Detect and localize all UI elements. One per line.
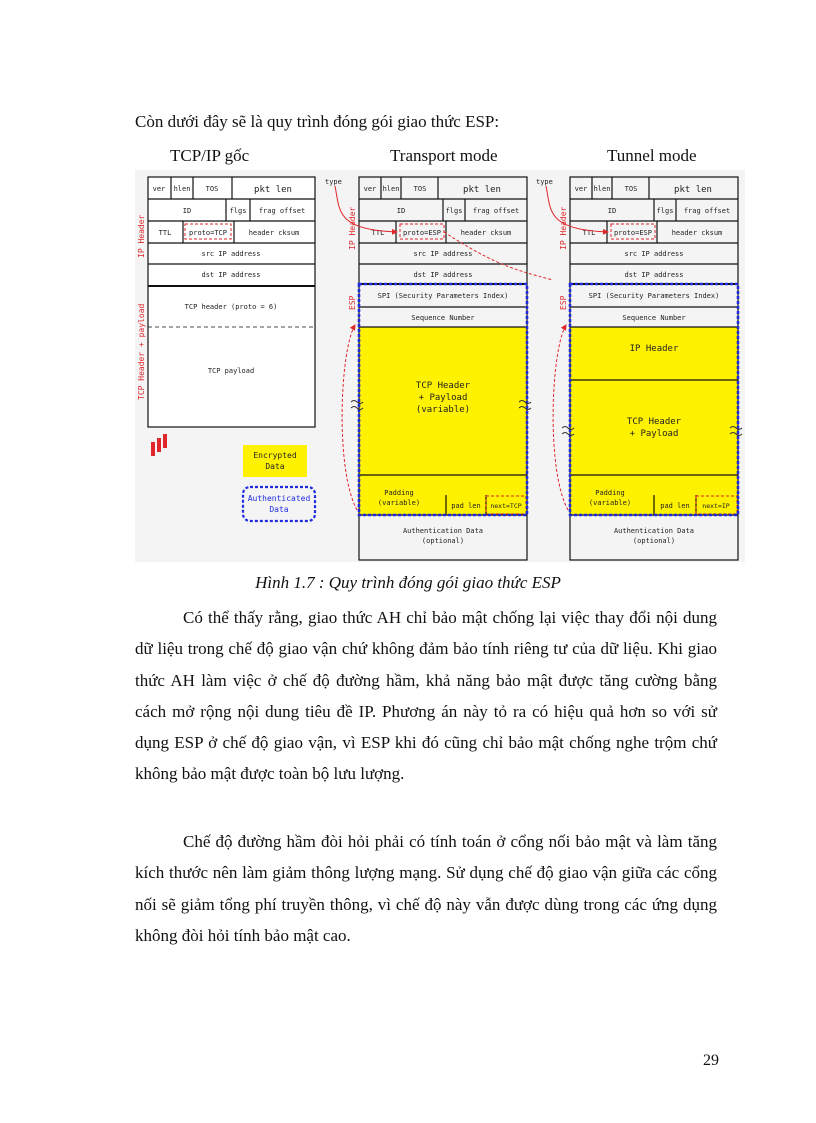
field-dst-ip: dst IP address (201, 271, 261, 279)
side-label-type: type (325, 178, 342, 186)
field-frag-offset: frag offset (258, 207, 306, 215)
field-hlen: hlen (173, 185, 191, 193)
field-next: next=IP (702, 502, 730, 510)
field-hlen: hlen (593, 185, 611, 193)
field-tcp-header: TCP header (proto = 6) (184, 303, 278, 311)
field-id: ID (396, 207, 406, 215)
field-tcp-header-2: + Payload (418, 393, 468, 403)
esp-encapsulation-diagram (135, 170, 745, 562)
field-src-ip: src IP address (413, 250, 473, 258)
paragraph-2: Chế độ đường hầm đòi hỏi phải có tính toán ở cổng nối bảo mật và làm tăng kích thước nên làm giảm thông lượng mạng. Sử dụng chế độ giao vận giữa các cổng nối sẽ giảm tổng phí truyền thông, vì chế độ này vẫn được dùng trong các ứng dụng không đòi hỏi tính bảo mật cao. (135, 832, 717, 945)
field-proto: proto=ESP (403, 229, 441, 237)
field-next: next=TCP (490, 502, 522, 510)
field-auth-data-2: (optional) (632, 537, 676, 545)
field-frag-offset: frag offset (683, 207, 731, 215)
field-dst-ip: dst IP address (624, 271, 684, 279)
field-proto: proto=ESP (614, 229, 652, 237)
field-auth-data-1: Authentication Data (613, 527, 695, 535)
field-tos: TOS (413, 185, 427, 193)
field-pad-len: pad len (451, 502, 481, 510)
field-id: ID (182, 207, 192, 215)
field-ttl: TTL (371, 229, 385, 237)
side-label-type: type (536, 178, 553, 186)
field-inner-ip-header: IP Header (629, 344, 679, 354)
field-id: ID (607, 207, 617, 215)
side-label-esp: ESP (559, 295, 568, 310)
field-pkt-len: pkt len (463, 185, 501, 195)
field-spi: SPI (Security Parameters Index) (588, 292, 720, 300)
field-pad-len: pad len (660, 502, 690, 510)
figure-caption: Hình 1.7 : Quy trình đóng gói giao thức ESP (255, 573, 561, 592)
field-flgs: flgs (445, 207, 463, 215)
field-padding-2: (variable) (588, 499, 632, 507)
side-label-ip-header: IP Header (348, 206, 357, 250)
field-tcp-payload: TCP payload (207, 367, 255, 375)
field-ttl: TTL (158, 229, 172, 237)
column-title-original: TCP/IP gốc (170, 146, 250, 165)
paragraph-1: Có thể thấy rằng, giao thức AH chỉ bảo mật chống lại việc thay đổi nội dung dữ liệu trong chế độ giao vận chứ không đảm bảo tính riêng tư của dữ liệu. Khi giao thức AH làm việc ở chế độ đường hầm, khả năng bảo mật được tăng cường bằng cách mở rộng nội dung tiêu đề IP. Phương án này tỏ ra có hiệu quả hơn so với sử dụng ESP ở chế độ giao vận, vì ESP khi đó cũng chỉ bảo mật chống nghe trộm chứ không bảo mật được toàn bộ lưu lượng. (135, 608, 717, 784)
side-label-ip-header: IP Header (137, 214, 146, 258)
field-dst-ip: dst IP address (413, 271, 473, 279)
field-hlen: hlen (382, 185, 400, 193)
field-header-cksum: header cksum (248, 229, 300, 237)
field-src-ip: src IP address (624, 250, 684, 258)
field-frag-offset: frag offset (472, 207, 520, 215)
side-label-tcp-header-payload: TCP Header + payload (137, 303, 146, 400)
field-header-cksum: header cksum (671, 229, 723, 237)
intro-text: Còn dưới đây sẽ là quy trình đóng gói giao thức ESP: (135, 112, 500, 131)
field-ver: ver (152, 185, 166, 193)
field-flgs: flgs (656, 207, 674, 215)
legend-authenticated-label-2: Data (269, 505, 289, 514)
field-auth-data-1: Authentication Data (402, 527, 484, 535)
field-ver: ver (574, 185, 588, 193)
field-auth-data-2: (optional) (421, 537, 465, 545)
field-variable: (variable) (415, 405, 471, 415)
field-seq: Sequence Number (411, 314, 475, 322)
field-padding-2: (variable) (377, 499, 421, 507)
field-header-cksum: header cksum (460, 229, 512, 237)
field-tcp-header-1: TCP Header (626, 417, 682, 427)
field-tcp-header-2: + Payload (629, 429, 679, 439)
field-padding-1: Padding (595, 489, 625, 497)
legend-authenticated-label-1: Authenticated (247, 494, 311, 503)
field-tos: TOS (205, 185, 219, 193)
side-label-esp: ESP (348, 295, 357, 310)
page-number: 29 (703, 1052, 719, 1069)
legend-encrypted-label-2: Data (265, 462, 285, 471)
field-proto: proto=TCP (189, 229, 227, 237)
field-pkt-len: pkt len (254, 185, 292, 195)
svg-text:ver: ver (363, 185, 377, 193)
field-src-ip: src IP address (201, 250, 261, 258)
column-title-tunnel: Tunnel mode (607, 146, 697, 165)
column-title-transport: Transport mode (390, 146, 498, 165)
field-padding-1: Padding (384, 489, 414, 497)
legend-encrypted-swatch (243, 445, 307, 477)
field-ttl: TTL (582, 229, 596, 237)
field-pkt-len: pkt len (674, 185, 712, 195)
field-tos: TOS (624, 185, 638, 193)
side-label-ip-header: IP Header (559, 206, 568, 250)
field-flgs: flgs (229, 207, 247, 215)
field-tcp-header-1: TCP Header (415, 381, 471, 391)
field-seq: Sequence Number (622, 314, 686, 322)
field-spi: SPI (Security Parameters Index) (377, 292, 509, 300)
legend-encrypted-label-1: Encrypted (253, 451, 297, 460)
